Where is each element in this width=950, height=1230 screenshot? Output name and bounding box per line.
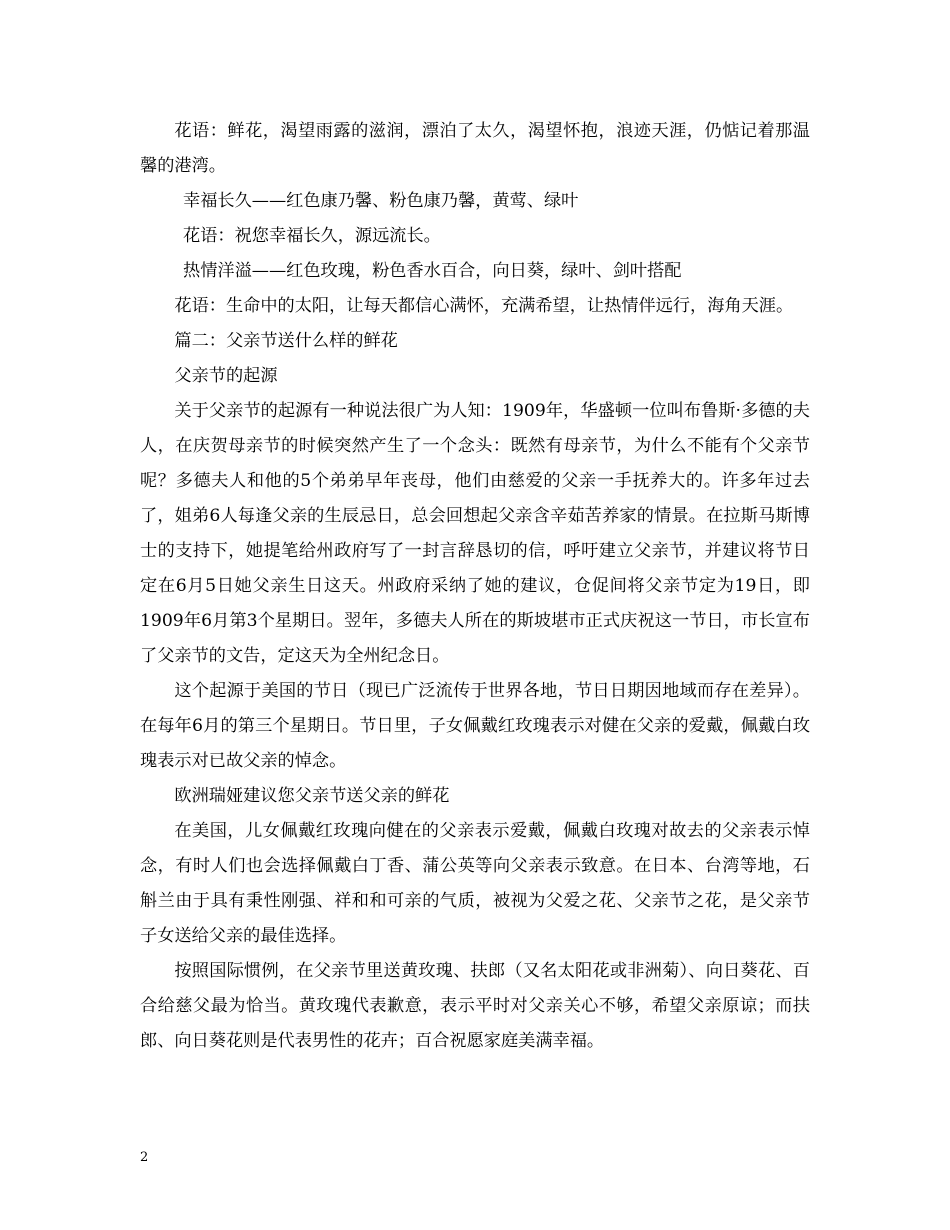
paragraph-customs: 在美国，儿女佩戴红玫瑰向健在的父亲表示爱戴，佩戴白玫瑰对故去的父亲表示悼念，有时人们也会选择佩戴白丁香、蒲公英等向父亲表示致意。在日本、台湾等地，石斛兰由于具有秉性刚强、祥和和可亲的气质，被视为父爱之花、父亲节之花，是父亲节子女送给父亲的最佳选择。 — [140, 821, 810, 946]
subheading-recommendation: 欧洲瑞娅建议您父亲节送父亲的鲜花 — [174, 786, 450, 806]
paragraph-flower-language-2: 花语：祝您幸福长久，源远流长。 — [183, 226, 441, 246]
paragraph-flower-language-1: 花语：鲜花，渴望雨露的滋润，漂泊了太久，渴望怀抱，浪迹天涯，仍惦记着那温馨的港湾。 — [140, 121, 810, 176]
subheading-origin: 父亲节的起源 — [174, 366, 278, 386]
paragraph-bouquet-passion: 热情洋溢——红色玫瑰，粉色香水百合，向日葵，绿叶、剑叶搭配 — [183, 261, 682, 281]
section-heading: 篇二：父亲节送什么样的鲜花 — [174, 331, 398, 351]
paragraph-bouquet-happiness: 幸福长久——红色康乃馨、粉色康乃馨，黄莺、绿叶 — [183, 191, 579, 211]
paragraph-holiday-date: 这个起源于美国的节日（现已广泛流传于世界各地，节日日期因地域而存在差异）。在每年6月的第三个星期日。节日里，子女佩戴红玫瑰表示对健在父亲的爱戴，佩戴白玫瑰表示对已故父亲的悼念。 — [140, 681, 810, 771]
paragraph-origin-story: 关于父亲节的起源有一种说法很广为人知：1909年，华盛顿一位叫布鲁斯·多德的夫人，在庆贺母亲节的时候突然产生了一个念头：既然有母亲节，为什么不能有个父亲节呢？多德夫人和他的5个弟弟早年丧母，他们由慈爱的父亲一手抚养大的。许多年过去了，姐弟6人每逢父亲的生辰忌日，总会回想起父亲含辛茹苦养家的情景。在拉斯马斯博士的支持下，她提笔给州政府写了一封言辞恳切的信，呼吁建立父亲节，并建议将节日定在6月5日她父亲生日这天。州政府采纳了她的建议，仓促间将父亲节定为19日，即1909年6月第3个星期日。翌年，多德夫人所在的斯坡堪市正式庆祝这一节日，市长宣布了父亲节的文告，定这天为全州纪念日。 — [140, 401, 810, 666]
document-body — [140, 114, 810, 1059]
paragraph-international: 按照国际惯例，在父亲节里送黄玫瑰、扶郎（又名太阳花或非洲菊）、向日葵花、百合给慈父最为恰当。黄玫瑰代表歉意，表示平时对父亲关心不够，希望父亲原谅；而扶郎、向日葵花则是代表男性的花卉；百合祝愿家庭美满幸福。 — [140, 961, 810, 1051]
paragraph-flower-language-3: 花语：生命中的太阳，让每天都信心满怀，充满希望，让热情伴远行，海角天涯。 — [174, 296, 794, 316]
page-number: 2 — [140, 1150, 149, 1165]
